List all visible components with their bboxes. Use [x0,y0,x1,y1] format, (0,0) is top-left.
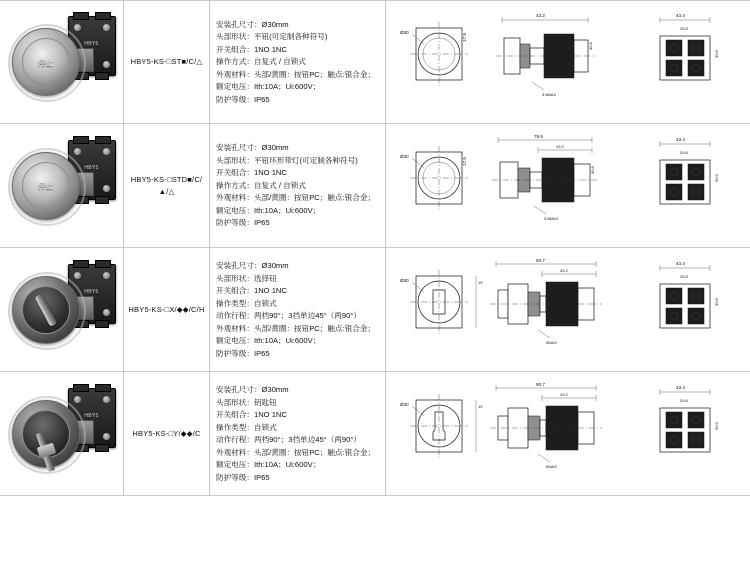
spec-line: 头部形状：选择钮 [216,273,277,283]
front-view [400,270,483,334]
spec-line: 操作类型：自锁式 [216,422,277,432]
dimension-drawing-cell [386,248,750,371]
svg-text:43.4: 43.4 [676,13,685,18]
spec-cell [210,124,386,247]
product-photo-cell [0,124,124,247]
dimension-drawing [392,378,744,490]
spec-line: 开关组合：1NO 1NC [216,168,287,178]
block-brand-label: HBY5 [84,164,99,171]
dimension-drawing [392,130,744,242]
svg-text:3.5MAX: 3.5MAX [542,92,557,97]
side-section-view [490,382,602,469]
svg-text:Ø30: Ø30 [400,277,409,283]
svg-text:30.6: 30.6 [714,297,719,306]
spec-cell [210,372,386,495]
svg-text:90.7: 90.7 [536,381,545,387]
model-cell [124,372,210,495]
selector-face [22,286,70,334]
svg-text:29.8: 29.8 [680,26,688,31]
model-number: HBY5-KS-□ST■/C/△ [130,57,203,67]
product-photo-cell [0,372,124,495]
product-photo-cell [0,248,124,371]
spec-line: 额定电压：Ith:10A；Ui:600V； [216,205,321,215]
svg-text:30.6: 30.6 [714,173,719,182]
spec-line: 头部形状：钥匙钮 [216,397,277,407]
svg-text:Ø30: Ø30 [400,30,409,35]
svg-text:43.2: 43.2 [556,143,564,149]
svg-text:29.8: 29.8 [680,149,688,155]
model-number: HBY5-KS-□Y/◆◆/C [132,428,201,438]
product-photo-cell [0,1,124,123]
svg-text:43.4: 43.4 [676,136,685,142]
svg-text:43.2: 43.2 [560,267,568,273]
table-row [0,372,750,496]
spec-line: 额定电压：Ith:10A；Ui:600V； [216,460,321,469]
spec-cell [210,248,386,371]
spec-line: 动作行程：两档90°；3挡单边45°（两90°） [216,435,361,444]
svg-text:43.2: 43.2 [536,13,545,18]
spec-line: 操作方式：自复式 / 自锁式 [216,180,306,190]
svg-text:40.8: 40.8 [588,42,593,50]
svg-text:5MAX: 5MAX [546,463,557,469]
svg-text:29.8: 29.8 [680,397,688,403]
button-symbol-label: 停止 [38,57,53,67]
dimension-drawing [392,254,744,366]
spec-line: 开关组合：1NO 1NC [216,44,287,54]
svg-text:79.5: 79.5 [534,133,543,139]
button-head [12,28,80,96]
dimension-drawing [392,6,744,118]
model-cell [124,124,210,247]
model-cell [124,248,210,371]
spec-line: 开关组合：1NO 1NC [216,286,287,295]
front-view [400,22,468,86]
spec-line: 安装孔尺寸：Ø30mm [216,143,289,153]
spec-line: 防护等级：IP65 [216,472,270,482]
svg-text:3.5MAX: 3.5MAX [544,215,559,221]
svg-text:5MAX: 5MAX [546,339,557,345]
spec-line: 防护等级：IP65 [216,94,270,104]
spec-line: 防护等级：IP65 [216,348,270,358]
side-section-view [492,134,598,221]
spec-cell [210,1,386,123]
svg-text:43.4: 43.4 [676,260,685,266]
button-head [12,152,80,220]
spec-line: 头部形状：平钮环形带灯(可定制各种符号) [216,155,358,165]
svg-text:17.5: 17.5 [462,33,467,42]
spec-line: 操作类型：自锁式 [216,298,277,308]
key-face [22,410,70,458]
svg-text:30.6: 30.6 [714,421,719,430]
selector-switch-assembly [6,258,118,362]
spec-line: 额定电压：Ith:10A；Ui:600V； [216,82,321,92]
spec-line: 开关组合：1NO 1NC [216,410,287,419]
svg-text:29.8: 29.8 [680,273,688,279]
button-face [22,38,70,86]
dimension-drawing-cell [386,124,750,247]
table-row [0,248,750,372]
key-switch-assembly [6,382,118,486]
selector-knob [34,293,57,327]
svg-text:17.5: 17.5 [462,156,467,166]
model-number: HBY5-KS-□STD■/C/▲/△ [130,175,203,196]
spec-line: 动作行程：两档90°；3挡单边45°（两90°） [216,311,361,320]
rear-terminal-view [660,137,719,204]
block-brand-label: HBY5 [84,41,99,47]
svg-text:30.6: 30.6 [714,50,719,58]
svg-text:Ø30: Ø30 [400,401,409,407]
spec-line: 额定电压：Ith:10A；Ui:600V； [216,336,321,345]
push-button-assembly [6,10,118,114]
table-row [0,124,750,248]
spec-line: 安装孔尺寸：Ø30mm [216,385,289,394]
table-row [0,0,750,124]
side-section-view [496,13,596,97]
button-symbol-label: 停止 [38,181,53,191]
rear-terminal-view [660,13,719,80]
svg-text:43.2: 43.2 [560,391,568,397]
spec-line: 操作方式：自复式 / 自锁式 [216,57,306,67]
svg-text:40.8: 40.8 [590,165,595,174]
svg-text:19: 19 [478,279,483,285]
model-cell [124,1,210,123]
front-view [400,146,468,210]
dimension-drawing-cell [386,372,750,495]
block-brand-label: HBY5 [84,412,99,419]
spec-line: 外观材料：头部/黄圈：按钮PC；触点:银合金； [216,323,376,333]
model-number: HBY5-KS-□X/◆◆/C/H [128,304,205,314]
svg-text:Ø30: Ø30 [400,153,409,159]
rear-terminal-view [660,261,719,328]
svg-text:43.4: 43.4 [676,384,685,390]
side-section-view [490,258,602,345]
spec-line: 防护等级：IP65 [216,218,270,228]
key-head [12,400,80,468]
spec-line: 安装孔尺寸：Ø30mm [216,261,289,270]
selector-head [12,276,80,344]
dimension-drawing-cell [386,1,750,123]
push-button-assembly [6,134,118,238]
spec-line: 外观材料：头部/黄圈：按钮PC；触点:银合金； [216,193,376,203]
spec-line: 头部形状：平钮(可定制各种符号) [216,32,328,42]
button-face [22,162,70,210]
spec-line: 外观材料：头部/黄圈：按钮PC；触点:银合金； [216,447,376,457]
svg-text:93.7: 93.7 [536,257,545,263]
svg-text:19: 19 [478,403,483,409]
front-view [400,394,483,458]
block-brand-label: HBY5 [84,288,99,295]
rear-terminal-view [660,385,719,452]
spec-line: 外观材料：头部/黄圈：按钮PC；触点:银合金； [216,69,376,79]
spec-line: 安装孔尺寸：Ø30mm [216,19,289,29]
